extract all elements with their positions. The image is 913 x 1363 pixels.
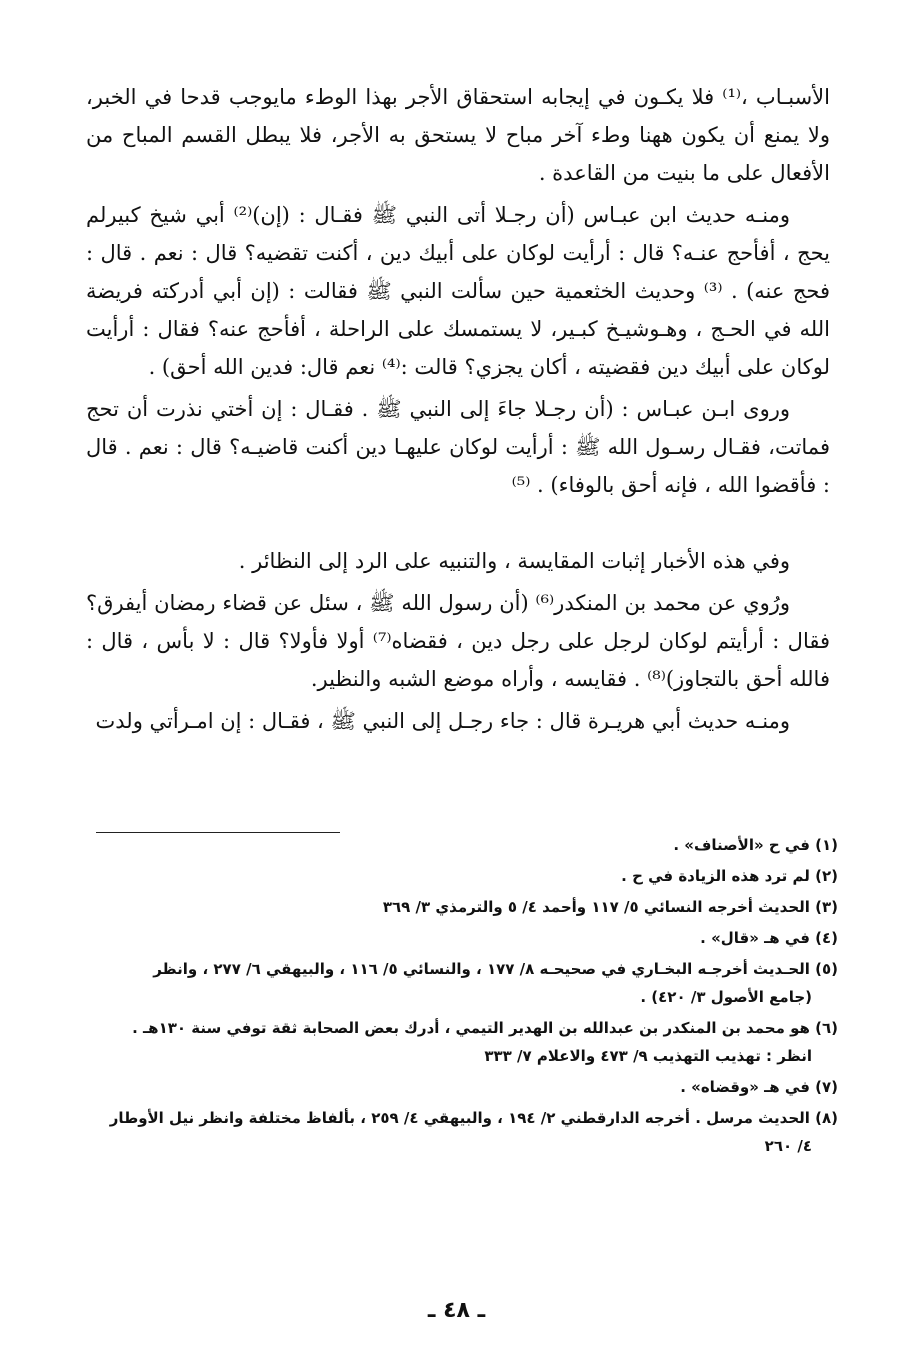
footnote-continuation: (جامع الأصول ٣/ ٤٢٠) . bbox=[640, 988, 812, 1006]
footnote-text: (١) في ح «الأصناف» . bbox=[673, 836, 838, 854]
paragraph-4: وفي هذه الأخبار إثبات المقايسة ، والتنبيه على الرد إلى النظائر . bbox=[238, 549, 790, 573]
main-text bbox=[86, 78, 830, 744]
footnote bbox=[86, 831, 838, 859]
footnote bbox=[86, 893, 838, 921]
paragraph-2: ومنـه حديث ابن عبـاس (أن رجـلا أتى النبي ﷺ فقـال : (إن)⁽²⁾ أبي شيخ كبيرلم يحج ، أفأحج عنـه؟ قال : أرأيت لوكان على أبيك دين ، أكنت تقضيه؟ قال : نعم . قال : فحج عنه) . ⁽³⁾ وحديث الخثعمية حين سألت النبي ﷺ فقالت : (إن أبي أدركته فريضة الله في الحـج ، وهـوشيـخ كبـير، لا يستمسك على الراحلة ، أفأحج عنه؟ فقال : أرأيت لوكان على أبيك دين فقضيته ، أكان يجزي؟ قالت :⁽⁴⁾ نعم قال: فدين الله أحق) . bbox=[86, 203, 830, 379]
paragraph-5: ورُوي عن محمد بن المنكدر⁽⁶⁾ (أن رسول الله ﷺ ، سئل عن قضاء رمضان أيفرق؟ فقال : أرأيتم لوكان لرجل على رجل دين ، فقضاه⁽⁷⁾ أولا فأولا؟ قال : لا بأس ، قال : فالله أحق بالتجاوز)⁽⁸⁾ . فقايسه ، وأراه موضع الشبه والنظير. bbox=[86, 591, 831, 691]
footnote-text: (٦) هو محمد بن المنكدر بن عبدالله بن الهدير التيمي ، أدرك بعض الصحابة ثقة توفي سنة ١٣٠هـ . bbox=[132, 1019, 838, 1037]
footnote bbox=[86, 1073, 838, 1101]
footnote-continuation: ٤/ ٢٦٠ bbox=[764, 1137, 812, 1155]
footnote-text: (٧) في هـ «وقضاه» . bbox=[680, 1078, 838, 1096]
paragraph-6: ومنـه حديث أبي هريـرة قال : جاء رجـل إلى النبي ﷺ ، فقـال : إن امـرأتي ولدت bbox=[95, 709, 790, 733]
footnote-text: (٥) الحـديث أخرجـه البخـاري في صحيحـه ٨/ ١٧٧ ، والنسائي ٥/ ١١٦ ، والبيهقي ٦/ ٢٧٧ ، وانظر bbox=[153, 960, 838, 978]
footnotes bbox=[86, 828, 838, 1163]
footnote-text: (٣) الحديث أخرجه النسائي ٥/ ١١٧ وأحمد ٤/ ٥ والترمذي ٣/ ٣٦٩ bbox=[382, 898, 838, 916]
footnote-text: (٨) الحديث مرسل . أخرجه الدارقطني ٢/ ١٩٤ ، والبيهقي ٤/ ٢٥٩ ، بألفاظ مختلفة وانظر نيل الأوطار bbox=[109, 1109, 838, 1127]
footnote bbox=[86, 924, 838, 952]
footnote bbox=[86, 1014, 838, 1070]
footnote-text: (٤) في هـ «قال» . bbox=[700, 929, 838, 947]
page-number: ـ ٤٨ ـ bbox=[427, 1298, 486, 1323]
paragraph-gap bbox=[86, 508, 830, 542]
paragraph-1: الأسبـاب ،⁽¹⁾ فلا يكـون في إيجابه استحقاق الأجر بهذا الوطء مايوجب قدحا في الخبر، ولا يمنع أن يكون ههنا وطء آخر مباح لا يستحق به الأجر، فلا يبطل القسم المباح من الأفعال على ما بنيت من القاعدة . bbox=[86, 85, 830, 185]
footnote-continuation: انظر : تهذيب التهذيب ٩/ ٤٧٣ والاعلام ٧/ ٣٣٣ bbox=[484, 1047, 812, 1065]
footnote-text: (٢) لم ترد هذه الزيادة في ح . bbox=[621, 867, 838, 885]
paragraph-3: وروى ابـن عبـاس : (أن رجـلا جاءَ إلى النبي ﷺ . فقـال : إن أختي نذرت أن تحج فماتت، فقـال رسـول الله ﷺ : أرأيت لوكان عليهـا دين أكنت قاضيـه؟ قال : نعم . قال : فأقضوا الله ، فإنه أحق بالوفاء) . ⁽⁵⁾ bbox=[86, 397, 830, 497]
footnote bbox=[86, 1104, 838, 1160]
footnote bbox=[86, 862, 838, 890]
footnote bbox=[86, 955, 838, 1011]
